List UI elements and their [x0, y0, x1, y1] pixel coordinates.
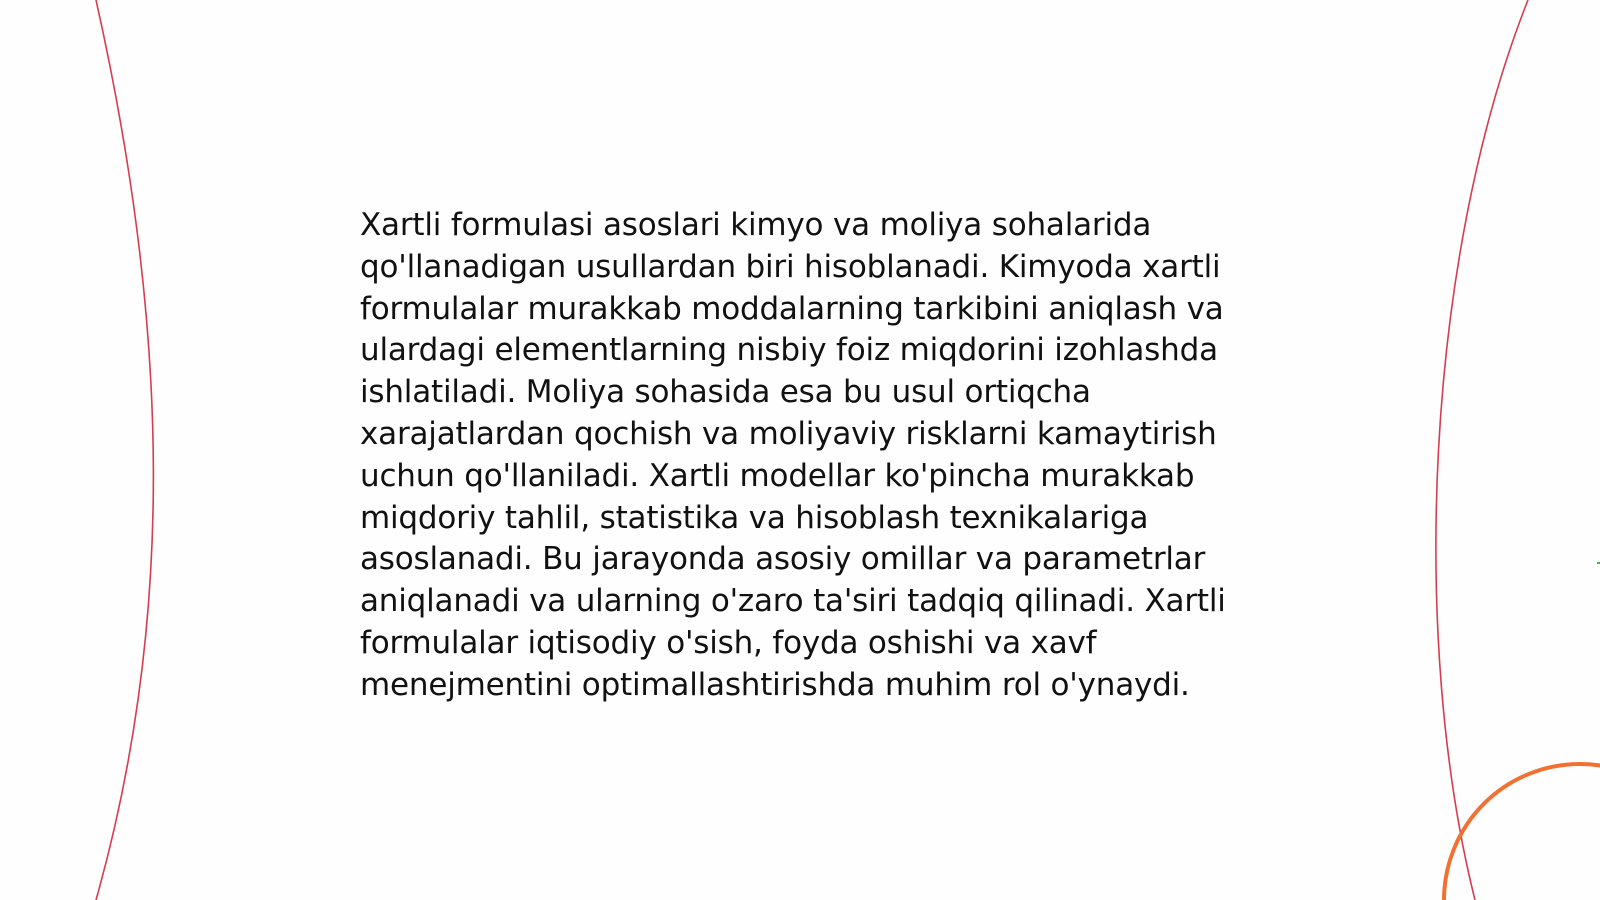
body-paragraph: Xartli formulasi asoslari kimyo va moliya sohalarida qo'llanadigan usullardan biri hisoblanadi. Kimyoda xartli formulalar murakkab moddalarning tarkibini aniqlash va ulardagi elementlarning nisbiy foiz miqdorini izohlashda ishlatiladi. Moliya sohasida esa bu usul ortiqcha xarajatlardan qochish va moliyaviy risklarni kamaytirish uchun qo'llaniladi. Xartli modellar ko'pincha murakkab miqdoriy tahlil, statistika va hisoblash texnikalariga asoslanadi. Bu jarayonda asosiy omillar va parametrlar aniqlanadi va ularning o'zaro ta'siri tadqiq qilinadi. Xartli formulalar iqtisodiy o'sish, foyda oshishi va xavf menejmentini optimallashtirishda muhim rol o'ynaydi. [360, 207, 1226, 703]
orange-circle-accent [1444, 764, 1600, 900]
right-curve-line [1436, 0, 1528, 900]
left-curve-line [96, 0, 153, 900]
